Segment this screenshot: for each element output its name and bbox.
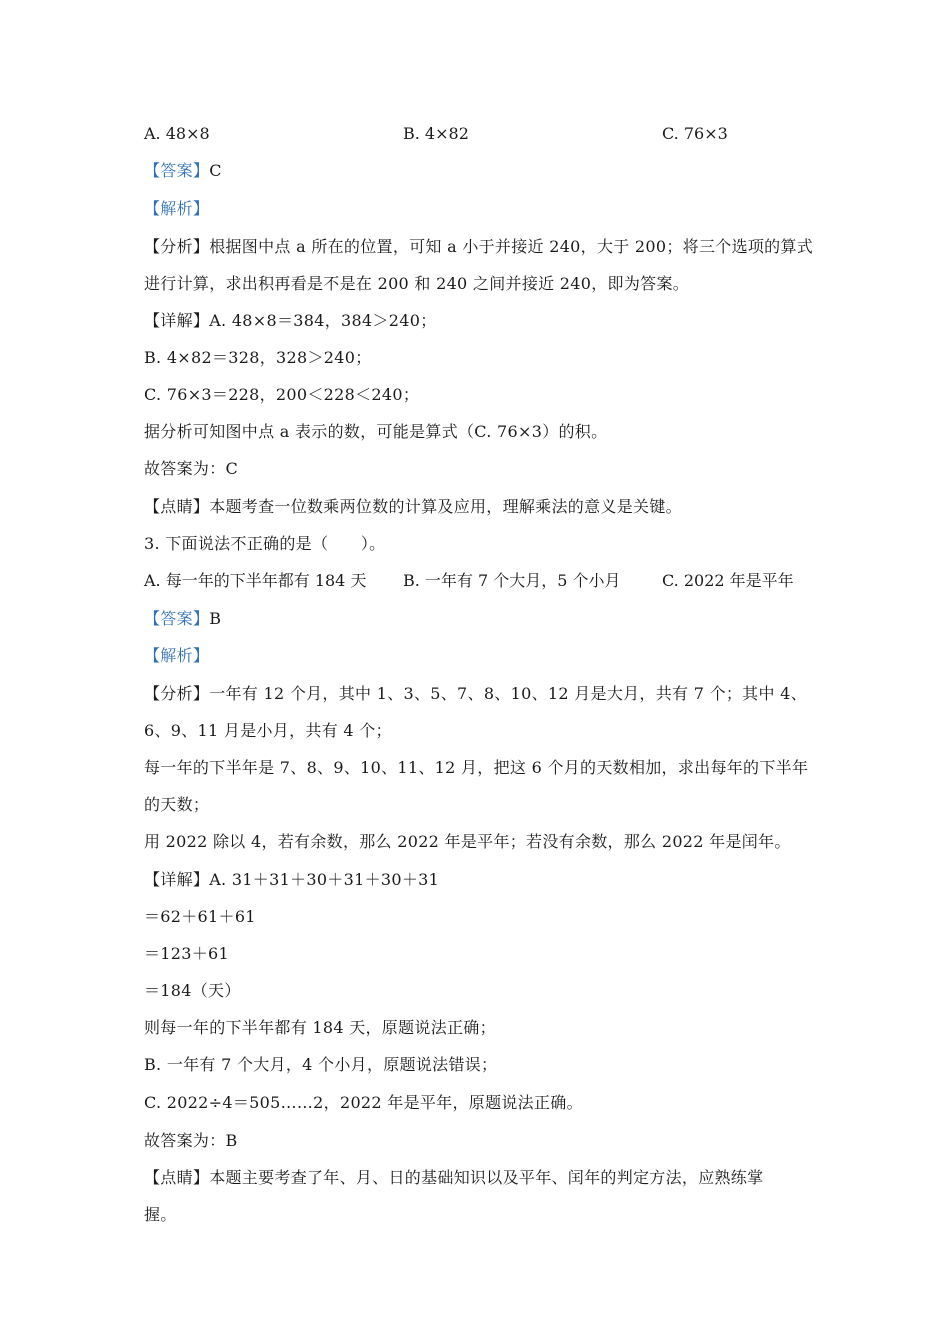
q3-option-a: A. 每一年的下半年都有 184 天	[144, 571, 367, 590]
q3-fenxi-line-4: 的天数；	[144, 795, 210, 814]
answer-tag: 【答案】	[144, 609, 210, 628]
q2-option-c: C. 76×3	[662, 124, 728, 143]
answer-tag: 【答案】	[144, 161, 210, 180]
dianjing-tag: 【点睛】	[144, 497, 210, 516]
q3-analysis-tag: 【解析】	[144, 646, 210, 665]
q3-dianjing-line-1	[144, 1167, 763, 1189]
detail-tag: 【详解】	[144, 311, 210, 330]
q3-option-c: C. 2022 年是平年	[662, 571, 794, 590]
q3-detail-line-2: ＝62＋61＋61	[144, 907, 256, 926]
q3-fenxi-line-2: 6、9、11 月是小月，共有 4 个；	[144, 721, 392, 740]
q2-fenxi-line-1	[144, 236, 813, 258]
fenxi-tag: 【分析】	[144, 684, 210, 703]
q2-detail-line-2: B. 4×82＝328，328＞240；	[144, 348, 372, 367]
fenxi-text: 一年有 12 个月，其中 1、3、5、7、8、10、12 月是大月，共有 7 个；其中 4、	[209, 684, 807, 703]
q3-detail-line-1	[144, 869, 439, 891]
q2-option-a: A. 48×8	[144, 124, 210, 143]
dianjing-tag: 【点睛】	[144, 1168, 210, 1187]
q3-conclusion: 故答案为：B	[144, 1131, 238, 1150]
answer-value: B	[209, 609, 222, 628]
detail-tag: 【详解】	[144, 870, 210, 889]
q2-conclusion: 故答案为：C	[144, 459, 239, 478]
fenxi-tag: 【分析】	[144, 237, 210, 256]
q3-dianjing-line-2: 握。	[144, 1205, 177, 1224]
q3-fenxi-line-3: 每一年的下半年是 7、8、9、10、11、12 月，把这 6 个月的天数相加，求出每年的下半年	[144, 758, 809, 777]
detail-text: A. 31＋31＋30＋31＋30＋31	[209, 870, 440, 889]
q3-detail-line-7: C. 2022÷4＝505……2，2022 年是平年，原题说法正确。	[144, 1093, 583, 1112]
dianjing-text: 本题考查一位数乘两位数的计算及应用，理解乘法的意义是关键。	[209, 497, 682, 516]
q2-dianjing	[144, 496, 682, 518]
q3-fenxi-line-1	[144, 683, 807, 705]
q3-option-b: B. 一年有 7 个大月，5 个小月	[403, 571, 621, 590]
q3-detail-line-3: ＝123＋61	[144, 944, 229, 963]
detail-text: A. 48×8＝384，384＞240；	[209, 311, 437, 330]
q2-fenxi-line-2: 进行计算，求出积再看是不是在 200 和 240 之间并接近 240，即为答案。	[144, 274, 690, 293]
q2-option-b: B. 4×82	[403, 124, 469, 143]
q3-answer	[144, 608, 221, 630]
q2-detail-line-3: C. 76×3＝228，200＜228＜240；	[144, 385, 420, 404]
dianjing-text: 本题主要考查了年、月、日的基础知识以及平年、闰年的判定方法，应熟练掌	[209, 1168, 764, 1187]
q3-fenxi-line-5: 用 2022 除以 4，若有余数，那么 2022 年是平年；若没有余数，那么 2022 年是闰年。	[144, 832, 791, 851]
q3-detail-line-5: 则每一年的下半年都有 184 天，原题说法正确；	[144, 1018, 496, 1037]
q2-answer	[144, 160, 222, 182]
q3-stem: 3. 下面说法不正确的是（ ）。	[144, 534, 386, 553]
q3-detail-line-6: B. 一年有 7 个大月，4 个小月，原题说法错误；	[144, 1055, 498, 1074]
fenxi-text: 根据图中点 a 所在的位置，可知 a 小于并接近 240，大于 200；将三个选项的算式	[209, 237, 814, 256]
q3-detail-line-4: ＝184（天）	[144, 981, 241, 1000]
q2-analysis-tag: 【解析】	[144, 199, 210, 218]
q2-detail-line-4: 据分析可知图中点 a 表示的数，可能是算式（C. 76×3）的积。	[144, 422, 608, 441]
answer-value: C	[209, 161, 222, 180]
q2-detail-line-1	[144, 310, 437, 332]
